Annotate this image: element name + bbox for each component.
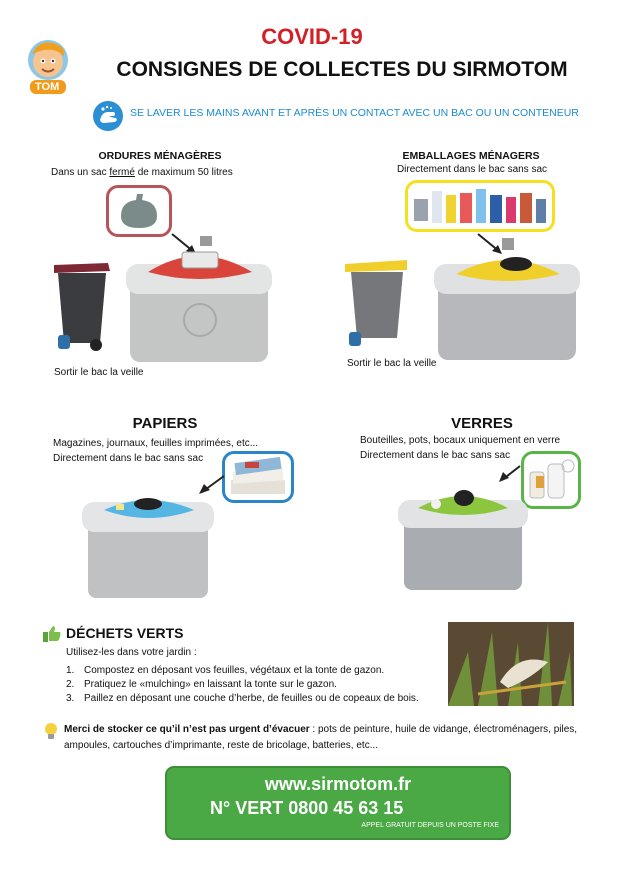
glass-jars-photo [521,451,581,509]
ordures-instruction: Dans un sac fermé de maximum 50 litres [51,167,233,178]
papiers-line-2: Directement dans le bac sans sac [53,453,204,464]
black-wheelie-bin [50,255,114,355]
yellow-wheelie-bin [343,252,411,352]
free-call-note: APPEL GRATUIT DEPUIS UN POSTE FIXE [361,822,499,829]
hand-wash-message: SE LAVER LES MAINS AVANT ET APRÈS UN CONTACT AVEC UN BAC OU UN CONTENEUR [130,107,579,119]
website-link[interactable]: www.sirmotom.fr [264,774,412,794]
verres-line-2: Directement dans le bac sans sac [360,450,511,461]
list-item: 1. Compostez en déposant vos feuilles, végétaux et la tonte de gazon. [66,665,385,676]
page-title: CONSIGNES DE COLLECTES DU SIRMOTOM [116,58,568,81]
hand-wash-icon [92,100,124,132]
green-lid-container [398,482,528,592]
recyclables-photo [405,180,555,232]
verres-line-1: Bouteilles, pots, bocaux uniquement en verre [360,435,561,446]
ordures-caption: Sortir le bac la veille [54,367,144,378]
papiers-line-1: Magazines, journaux, feuilles imprimées, etc... [53,438,259,449]
covid-heading: COVID-19 [261,24,363,49]
logo-text: TOM [35,81,60,93]
emballages-instruction: Directement dans le bac sans sac [396,164,548,175]
emballages-caption: Sortir le bac la veille [347,358,437,369]
contact-banner [165,766,511,840]
arrow-icon [496,464,522,484]
red-lid-container [124,234,274,364]
dechets-verts-list [66,664,419,706]
list-item: 3. Paillez en déposant une couche d’herbe, de feuilles ou de copeaux de bois. [66,693,419,704]
yellow-lid-container [432,236,582,362]
storage-notice: Merci de stocker ce qu’il n’est pas urgent d’évacuer : pots de peinture, huile de vidange, électroménagers, piles, ampoules, cartouches d’imprimante, reste de bricolage, batteries, etc... [64,724,578,751]
phone-number[interactable]: N° VERT 0800 45 63 15 [210,798,404,818]
closed-bag-photo [106,185,172,237]
dechets-verts-intro: Utilisez-les dans votre jardin : [66,647,197,658]
ordures-title: ORDURES MÉNAGÈRES [98,150,222,162]
dechets-verts-title: DÉCHETS VERTS [66,625,184,641]
thumbs-up-icon [42,624,62,644]
lightbulb-icon [43,722,59,740]
blue-lid-container [82,490,214,600]
papiers-title: PAPIERS [132,415,198,432]
verres-title: VERRES [451,415,513,432]
newspapers-photo [222,451,294,503]
emballages-title: EMBALLAGES MÉNAGERS [402,150,540,162]
gardening-photo [448,622,574,706]
list-item: 2. Pratiquez le «mulching» en laissant la tonte sur le gazon. [66,679,337,690]
